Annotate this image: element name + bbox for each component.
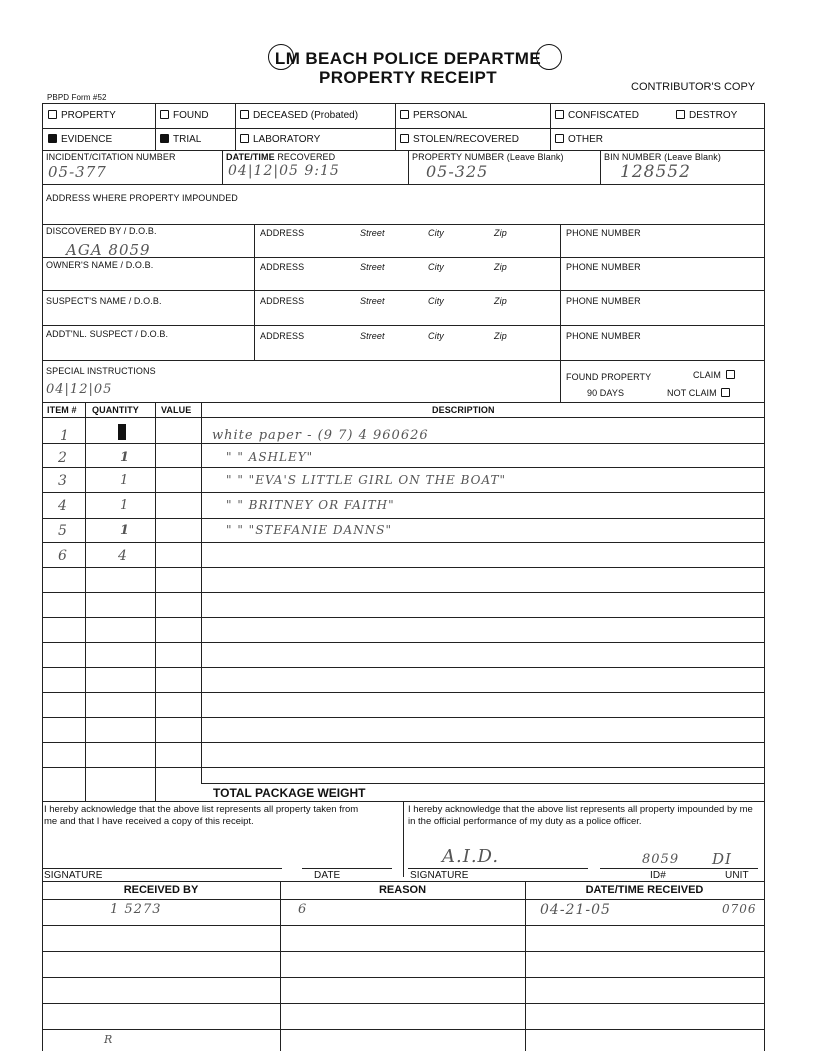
phone-label: PHONE NUMBER xyxy=(566,228,641,238)
item-3-description: " " "EVA'S LITTLE GIRL ON THE BOAT" xyxy=(226,473,507,487)
zip-label: Zip xyxy=(494,331,507,341)
item-4-quantity: 1 xyxy=(120,498,130,513)
checkbox-square-checked xyxy=(160,134,169,143)
description-header: DESCRIPTION xyxy=(432,405,495,415)
address-label: ADDRESS xyxy=(260,296,305,306)
street-label: Street xyxy=(360,262,385,272)
street-label: Street xyxy=(360,228,385,238)
officer-signature-label: SIGNATURE xyxy=(410,870,469,881)
signature-label: SIGNATURE xyxy=(44,870,103,881)
addtl-suspect-label: ADDT'NL. SUSPECT / D.O.B. xyxy=(46,329,169,339)
item-4-description: " " BRITNEY OR FAITH" xyxy=(226,498,395,512)
value-header: VALUE xyxy=(161,405,192,415)
checkbox-found[interactable]: FOUND xyxy=(160,110,209,121)
special-instructions-value[interactable]: 04|12|05 xyxy=(46,382,113,397)
item-1-number: 1 xyxy=(60,428,70,444)
checkbox-evidence[interactable]: EVIDENCE xyxy=(48,134,112,145)
street-label: Street xyxy=(360,296,385,306)
item-5-number: 5 xyxy=(58,523,68,539)
item-3-number: 3 xyxy=(58,473,68,489)
date-label: DATE xyxy=(314,870,341,881)
checkbox-square xyxy=(48,110,57,119)
address-impounded-label: ADDRESS WHERE PROPERTY IMPOUNDED xyxy=(46,193,238,203)
page-title: LM BEACH POLICE DEPARTME xyxy=(274,49,542,68)
item-2-number: 2 xyxy=(58,450,68,466)
reason-row1: 6 xyxy=(298,902,308,917)
street-label: Street xyxy=(360,331,385,341)
checkbox-square xyxy=(160,110,169,119)
checkbox-square xyxy=(676,110,685,119)
special-instructions-label: SPECIAL INSTRUCTIONS xyxy=(46,366,156,376)
checkbox-destroy[interactable]: DESTROY xyxy=(676,110,737,121)
item-2-description: " " ASHLEY" xyxy=(226,450,314,464)
received-by-row1: 1 5273 xyxy=(110,902,162,917)
phone-label: PHONE NUMBER xyxy=(566,331,641,341)
checkbox-property[interactable]: PROPERTY xyxy=(48,110,116,121)
discovered-by-value[interactable]: AGA 8059 xyxy=(66,241,151,259)
item-6-quantity: 4 xyxy=(118,548,128,564)
checkbox-square xyxy=(240,134,249,143)
city-label: City xyxy=(428,331,444,341)
ninety-days-label: 90 DAYS xyxy=(587,388,625,398)
checkbox-stolen-recovered[interactable]: STOLEN/RECOVERED xyxy=(400,134,519,145)
incident-number-label: INCIDENT/CITATION NUMBER xyxy=(46,152,176,162)
address-label: ADDRESS xyxy=(260,331,305,341)
property-number-value[interactable]: 05-325 xyxy=(426,162,489,181)
item-1-description: white paper - (9 7) 4 960626 xyxy=(212,428,429,443)
zip-label: Zip xyxy=(494,228,507,238)
owner-name-label: OWNER'S NAME / D.O.B. xyxy=(46,260,154,270)
form-number: PBPD Form #52 xyxy=(47,93,107,102)
found-property-label: FOUND PROPERTY xyxy=(566,372,652,382)
id-label: ID# xyxy=(650,870,666,881)
city-label: City xyxy=(428,296,444,306)
checkbox-trial[interactable]: TRIAL xyxy=(160,134,201,145)
discovered-by-label: DISCOVERED BY / D.O.B. xyxy=(46,226,157,236)
claim-checkbox[interactable]: CLAIM xyxy=(693,370,735,380)
page-subtitle: PROPERTY RECEIPT xyxy=(318,68,497,87)
copy-label: CONTRIBUTOR'S COPY xyxy=(631,81,756,93)
officer-signature-value[interactable]: A.I.D. xyxy=(442,846,500,867)
checkbox-square-checked xyxy=(48,134,57,143)
checkbox-square xyxy=(400,134,409,143)
item-2-quantity: 1 xyxy=(120,450,131,465)
quantity-header: QUANTITY xyxy=(92,405,139,415)
datetime-recovered-label: DATE/TIME RECOVERED xyxy=(226,152,336,162)
suspect-name-label: SUSPECT'S NAME / D.O.B. xyxy=(46,296,162,306)
checkbox-square xyxy=(555,110,564,119)
not-claim-checkbox[interactable]: NOT CLAIM xyxy=(667,388,730,398)
city-label: City xyxy=(428,228,444,238)
address-label: ADDRESS xyxy=(260,228,305,238)
officer-id-value[interactable]: 8059 xyxy=(642,852,680,867)
phone-label: PHONE NUMBER xyxy=(566,296,641,306)
item-1-quantity-mark xyxy=(118,424,126,440)
item-4-number: 4 xyxy=(58,498,68,514)
bin-number-value[interactable]: 128552 xyxy=(620,162,691,182)
contributor-acknowledgement: I hereby acknowledge that the above list represents all property taken from me and that I have received a copy of this receipt. xyxy=(44,804,359,827)
unit-label: UNIT xyxy=(725,870,749,881)
checkbox-square xyxy=(400,110,409,119)
item-3-quantity: 1 xyxy=(120,473,130,488)
item-5-quantity: 1 xyxy=(120,523,131,538)
checkbox-confiscated[interactable]: CONFISCATED xyxy=(555,110,639,121)
officer-unit-value[interactable]: DI xyxy=(712,850,732,868)
time-received-row1: 0706 xyxy=(722,902,757,916)
zip-label: Zip xyxy=(494,296,507,306)
datetime-received-row1: 04-21-05 xyxy=(540,902,611,918)
checkbox-deceased[interactable]: DECEASED (Probated) xyxy=(240,110,358,121)
footer-mark: R xyxy=(104,1033,114,1046)
incident-number-value[interactable]: 05-377 xyxy=(48,163,107,181)
datetime-recovered-value[interactable]: 04|12|05 9:15 xyxy=(228,163,340,179)
item-5-description: " " "STEFANIE DANNS" xyxy=(226,523,392,537)
reason-header: REASON xyxy=(378,884,427,896)
total-package-weight-label: TOTAL PACKAGE WEIGHT xyxy=(213,786,366,800)
address-label: ADDRESS xyxy=(260,262,305,272)
officer-acknowledgement: I hereby acknowledge that the above list represents all property impounded by me in the official performance of my duty as a police officer. xyxy=(408,804,753,827)
checkbox-personal[interactable]: PERSONAL xyxy=(400,110,467,121)
datetime-received-header: DATE/TIME RECEIVED xyxy=(585,884,704,896)
checkbox-square xyxy=(555,134,564,143)
city-label: City xyxy=(428,262,444,272)
checkbox-other[interactable]: OTHER xyxy=(555,134,603,145)
bin-number-label: BIN NUMBER (Leave Blank) xyxy=(604,152,721,162)
received-by-header: RECEIVED BY xyxy=(123,884,199,896)
phone-label: PHONE NUMBER xyxy=(566,262,641,272)
checkbox-laboratory[interactable]: LABORATORY xyxy=(240,134,320,145)
property-number-label: PROPERTY NUMBER (Leave Blank) xyxy=(412,152,564,162)
zip-label: Zip xyxy=(494,262,507,272)
checkbox-square xyxy=(240,110,249,119)
checkbox-square xyxy=(726,370,735,379)
item-number-header: ITEM # xyxy=(47,405,77,415)
checkbox-square xyxy=(721,388,730,397)
item-6-number: 6 xyxy=(58,548,68,564)
